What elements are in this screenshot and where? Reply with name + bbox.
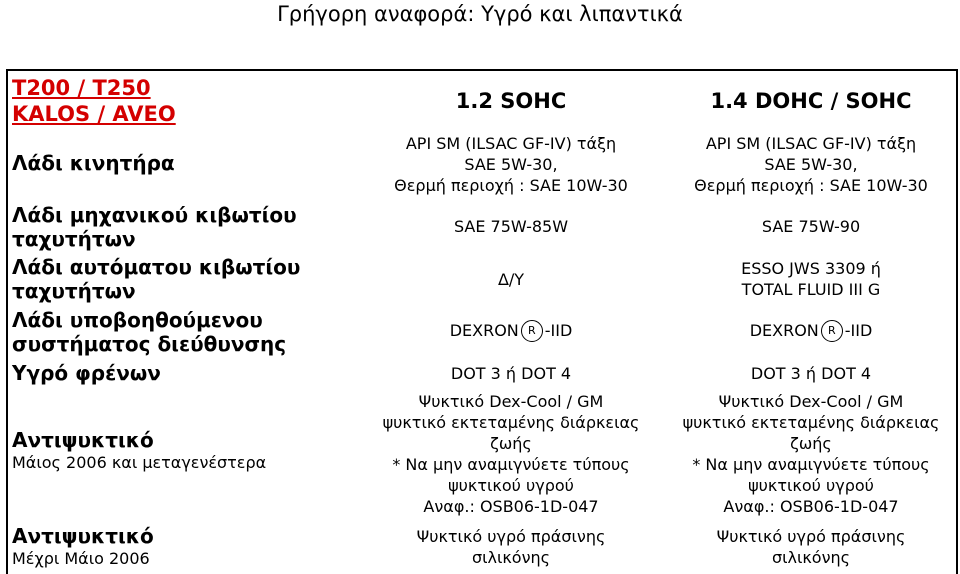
fluid-brand: DEXRON	[449, 320, 519, 340]
row-label-engine-oil: Λάδι κινητήρα	[12, 151, 175, 175]
coolant-new-col1	[361, 387, 661, 521]
row-label-line: ταχυτήτων	[12, 227, 136, 251]
power-steering-col1-value	[450, 320, 573, 343]
coolant-new-col1-line: ψυκτικού υγρού	[448, 476, 574, 495]
coolant-new-col2-line: ψυκτικό εκτεταμένης διάρκειας	[682, 413, 940, 432]
row-label-automatic-gearbox	[12, 254, 362, 304]
engine-oil-col2-line: API SM (ILSAC GF-IV) τάξη	[705, 133, 917, 153]
coolant-old-col2	[661, 524, 960, 570]
automatic-gearbox-col2-line: ESSO JWS 3309 ή	[741, 259, 881, 278]
power-steering-col2-value	[750, 320, 873, 343]
coolant-new-col1-line: ζωής	[490, 434, 532, 453]
coolant-new-period: Μάιος 2006 και μεταγενέστερα	[12, 453, 267, 472]
table-border-left	[6, 69, 8, 574]
engine-oil-col1-line: Θερμή περιοχή : SAE 10W-30	[394, 175, 628, 195]
engine-oil-col1-line: API SM (ILSAC GF-IV) τάξη	[405, 133, 617, 153]
model-name-1: T200 / T250	[12, 76, 151, 100]
coolant-new-col1-line: Αναφ.: OSB06-1D-047	[423, 497, 599, 516]
coolant-new-title: Αντιψυκτικό	[12, 428, 154, 452]
manual-gearbox-col1: SAE 75W-85W	[453, 216, 569, 236]
engine-header-col1: 1.2 SOHC	[455, 89, 567, 113]
automatic-gearbox-col2-line: TOTAL FLUID III G	[741, 280, 881, 299]
coolant-old-col1-line: σιλικόνης	[471, 548, 551, 567]
fluid-grade: -IID	[844, 320, 873, 340]
brake-fluid-col2: DOT 3 ή DOT 4	[750, 363, 872, 383]
model-header	[12, 73, 362, 129]
page-title: Γρήγορη αναφορά: Υγρό και λιπαντικά	[277, 2, 683, 26]
table-border-top	[6, 69, 958, 71]
registered-mark-icon: R	[821, 320, 843, 342]
coolant-new-col2-line: * Να μην αναμιγνύετε τύπους	[692, 455, 930, 474]
automatic-gearbox-col1: Δ/Υ	[497, 269, 525, 289]
row-label-brake-fluid: Υγρό φρένων	[12, 361, 161, 385]
automatic-gearbox-col2	[661, 256, 960, 302]
row-label-power-steering	[12, 307, 362, 357]
row-label-line: Λάδι μηχανικού κιβωτίου	[12, 203, 297, 227]
power-steering-col1	[361, 319, 661, 343]
engine-oil-col2	[661, 131, 960, 197]
coolant-new-col2-line: Ψυκτικό Dex-Cool / GM	[718, 392, 904, 411]
brake-fluid-col1: DOT 3 ή DOT 4	[450, 363, 572, 383]
row-label-line: Λάδι υποβοηθούμενου	[12, 308, 263, 332]
engine-oil-col1-line: SAE 5W-30,	[464, 154, 558, 174]
row-label-coolant-new	[12, 426, 362, 476]
fluid-grade: -IID	[544, 320, 573, 340]
coolant-old-period: Μέχρι Μάιο 2006	[12, 549, 150, 568]
manual-gearbox-col2: SAE 75W-90	[761, 216, 861, 236]
registered-mark-icon: R	[521, 320, 543, 342]
row-label-line: Λάδι αυτόματου κιβωτίου	[12, 255, 301, 279]
coolant-new-col2-line: ψυκτικού υγρού	[748, 476, 874, 495]
fluid-brand: DEXRON	[749, 320, 819, 340]
engine-oil-col1	[361, 131, 661, 197]
coolant-old-col1-line: Ψυκτικό υγρό πράσινης	[416, 527, 606, 546]
coolant-old-title: Αντιψυκτικό	[12, 524, 154, 548]
coolant-old-col2-line: σιλικόνης	[771, 548, 851, 567]
row-label-line: ταχυτήτων	[12, 279, 136, 303]
row-label-manual-gearbox	[12, 202, 362, 252]
coolant-new-col1-line: Ψυκτικό Dex-Cool / GM	[418, 392, 604, 411]
coolant-new-col2-line: Αναφ.: OSB06-1D-047	[723, 497, 899, 516]
coolant-new-col1-line: ψυκτικό εκτεταμένης διάρκειας	[382, 413, 640, 432]
coolant-new-col1-line: * Να μην αναμιγνύετε τύπους	[392, 455, 630, 474]
coolant-old-col1	[361, 524, 661, 570]
coolant-new-col2-line: ζωής	[790, 434, 832, 453]
coolant-new-col2	[661, 387, 960, 521]
engine-oil-col2-line: Θερμή περιοχή : SAE 10W-30	[694, 175, 928, 195]
power-steering-col2	[661, 319, 960, 343]
model-name-2: KALOS / AVEO	[12, 102, 176, 126]
row-label-coolant-old	[12, 522, 362, 572]
lubricants-table	[6, 69, 958, 574]
engine-oil-col2-line: SAE 5W-30,	[764, 154, 858, 174]
row-label-line: συστήματος διεύθυνσης	[12, 332, 287, 356]
coolant-old-col2-line: Ψυκτικό υγρό πράσινης	[716, 527, 906, 546]
engine-header-col2: 1.4 DOHC / SOHC	[710, 89, 912, 113]
